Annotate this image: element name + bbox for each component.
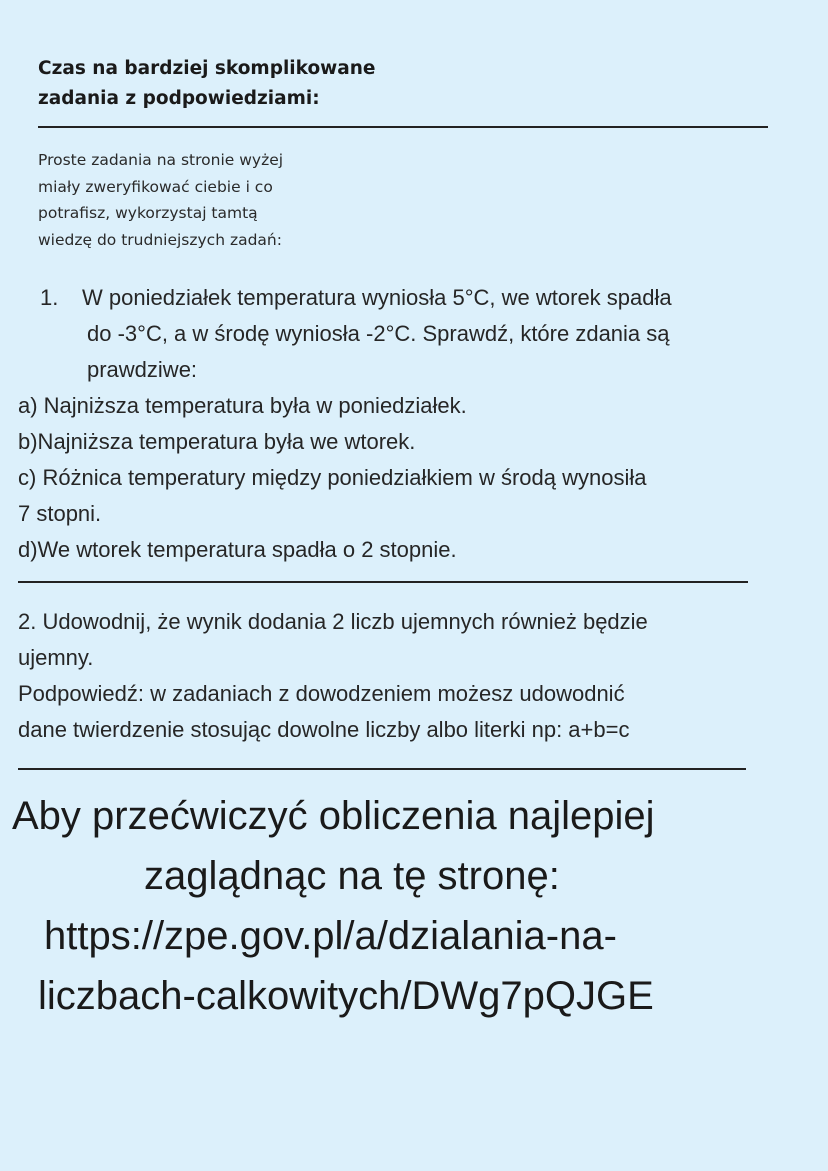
footer-line-1: Aby przećwiczyć obliczenia najlepiej <box>12 794 655 838</box>
task-1 <box>18 280 818 568</box>
divider-task-2 <box>18 768 746 770</box>
practice-url-line-1[interactable]: https://zpe.gov.pl/a/dzialania-na- <box>44 914 617 958</box>
intro-paragraph <box>38 147 438 253</box>
task-2 <box>18 604 818 748</box>
task-1-question <box>18 280 818 388</box>
heading-line-2: zadania z podpowiedziami: <box>38 88 320 109</box>
intro-line: potrafisz, wykorzystaj tamtą <box>38 204 258 222</box>
task-1-question-line: prawdziwe: <box>87 357 198 382</box>
divider-heading <box>38 126 768 128</box>
intro-line: miały zweryfikować ciebie i co <box>38 177 273 196</box>
practice-url-line-2[interactable]: liczbach-calkowitych/DWg7pQJGE <box>38 974 654 1018</box>
practice-link-section <box>0 786 828 1026</box>
task-2-line: 2. Udowodnij, że wynik dodania 2 liczb ujemnych również będzie <box>18 609 648 634</box>
task-1-option-b: b)Najniższa temperatura była we wtorek. <box>18 429 416 454</box>
task-1-option-c: c) Różnica temperatury między poniedziałkiem w środą wynosiła <box>18 465 647 490</box>
task-1-question-line: W poniedziałek temperatura wyniosła 5°C, we wtorek spadła <box>82 285 672 310</box>
intro-line: Proste zadania na stronie wyżej <box>38 151 284 169</box>
section-heading <box>38 54 758 114</box>
footer-line-2: zaglądnąc na tę stronę: <box>144 854 560 898</box>
task-1-option-c-continued: 7 stopni. <box>18 501 102 526</box>
task-2-hint-line: dane twierdzenie stosując dowolne liczby albo literki np: a+b=c <box>18 717 630 742</box>
task-1-question-line: do -3°C, a w środę wyniosła -2°C. Sprawdź, które zdania są <box>87 321 670 346</box>
divider-task-1 <box>18 581 748 583</box>
task-1-number: 1. <box>40 285 59 310</box>
task-1-option-d: d)We wtorek temperatura spadła o 2 stopnie. <box>18 537 457 562</box>
task-1-option-a: a) Najniższa temperatura była w poniedziałek. <box>18 393 467 418</box>
task-2-line: ujemny. <box>18 645 94 670</box>
intro-line: wiedzę do trudniejszych zadań: <box>38 230 282 249</box>
heading-line-1: Czas na bardziej skomplikowane <box>38 58 376 79</box>
task-2-hint-line: Podpowiedź: w zadaniach z dowodzeniem możesz udowodnić <box>18 681 625 706</box>
